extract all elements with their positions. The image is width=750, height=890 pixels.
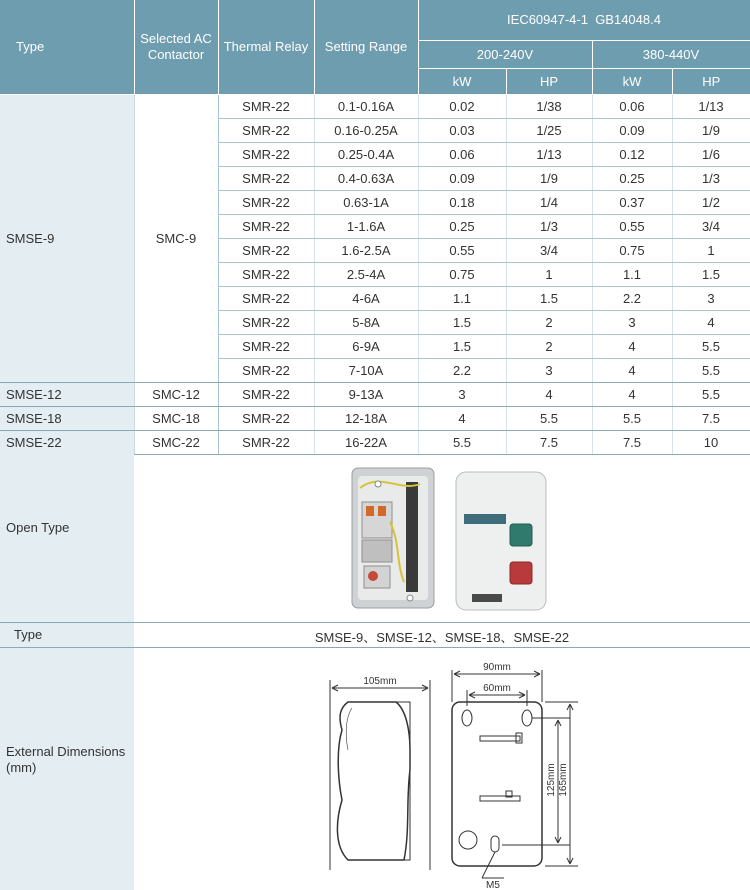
cell-contactor: SMC-22	[134, 430, 218, 454]
cell-kw-low: 3	[418, 382, 506, 406]
cell-hp-high: 1/9	[672, 118, 750, 142]
dimensions-label-line1: External Dimensions	[6, 744, 126, 759]
cell-range: 1-1.6A	[314, 214, 418, 238]
cell-relay: SMR-22	[218, 142, 314, 166]
cell-range: 7-10A	[314, 358, 418, 382]
cell-kw-low: 0.03	[418, 118, 506, 142]
cell-hp-low: 1/4	[506, 190, 592, 214]
cell-kw-low: 1.1	[418, 286, 506, 310]
cell-range: 0.16-0.25A	[314, 118, 418, 142]
cell-range: 16-22A	[314, 430, 418, 454]
table-row	[0, 382, 750, 406]
header-setting-range: Setting Range	[314, 0, 418, 94]
cell-hp-low: 7.5	[506, 430, 592, 454]
closed-enclosure-image	[456, 472, 546, 610]
cell-relay: SMR-22	[218, 166, 314, 190]
dimensions-section	[0, 648, 750, 890]
cell-hp-high: 3	[672, 286, 750, 310]
header-kw-high: kW	[592, 68, 672, 94]
cell-kw-low: 4	[418, 406, 506, 430]
type-row-value: SMSE-9、SMSE-12、SMSE-18、SMSE-22	[314, 630, 570, 645]
cell-kw-high: 4	[592, 358, 672, 382]
cell-relay: SMR-22	[218, 94, 314, 118]
open-type-label-cell	[0, 450, 134, 622]
cell-kw-low: 0.09	[418, 166, 506, 190]
cell-hp-high: 10	[672, 430, 750, 454]
type-row-label: Type	[14, 627, 43, 642]
cell-hp-low: 2	[506, 334, 592, 358]
cell-relay: SMR-22	[218, 214, 314, 238]
height-inner-label: 125mm	[546, 763, 557, 797]
cell-hp-high: 1	[672, 238, 750, 262]
type-row	[0, 623, 750, 648]
cell-kw-low: 1.5	[418, 310, 506, 334]
open-enclosure-image	[352, 468, 434, 608]
dimension-drawing	[320, 650, 580, 890]
cell-kw-low: 0.18	[418, 190, 506, 214]
cell-hp-high: 5.5	[672, 334, 750, 358]
cell-range: 6-9A	[314, 334, 418, 358]
group-contactor-cell: SMC-9	[134, 94, 218, 382]
cell-kw-low: 2.2	[418, 358, 506, 382]
cell-hp-high: 1.5	[672, 262, 750, 286]
width-outer-label: 90mm	[483, 662, 511, 673]
cell-hp-high: 5.5	[672, 358, 750, 382]
cell-hp-high: 1/3	[672, 166, 750, 190]
cell-type: SMSE-12	[0, 382, 134, 406]
cell-kw-low: 0.55	[418, 238, 506, 262]
cell-relay: SMR-22	[218, 382, 314, 406]
cell-kw-high: 0.75	[592, 238, 672, 262]
open-type-section	[0, 450, 750, 623]
cell-range: 4-6A	[314, 286, 418, 310]
cell-relay: SMR-22	[218, 118, 314, 142]
cell-hp-high: 3/4	[672, 214, 750, 238]
cell-hp-low: 3	[506, 358, 592, 382]
screw-label: M5	[486, 880, 500, 890]
cell-range: 1.6-2.5A	[314, 238, 418, 262]
cell-hp-high: 7.5	[672, 406, 750, 430]
cell-hp-high: 1/2	[672, 190, 750, 214]
cell-kw-high: 4	[592, 334, 672, 358]
cell-kw-high: 0.55	[592, 214, 672, 238]
cell-relay: SMR-22	[218, 286, 314, 310]
cell-kw-low: 0.02	[418, 94, 506, 118]
cell-hp-low: 1/25	[506, 118, 592, 142]
cell-range: 2.5-4A	[314, 262, 418, 286]
width-inner-label: 60mm	[483, 683, 511, 694]
cell-kw-low: 0.25	[418, 214, 506, 238]
cell-hp-low: 1/3	[506, 214, 592, 238]
cell-kw-high: 0.37	[592, 190, 672, 214]
header-kw-low: kW	[418, 68, 506, 94]
cell-hp-low: 1.5	[506, 286, 592, 310]
cell-hp-low: 4	[506, 382, 592, 406]
cell-kw-low: 0.06	[418, 142, 506, 166]
cell-kw-high: 2.2	[592, 286, 672, 310]
dimensions-label-line2: (mm)	[6, 760, 37, 775]
cell-relay: SMR-22	[218, 238, 314, 262]
cell-hp-low: 3/4	[506, 238, 592, 262]
cell-relay: SMR-22	[218, 406, 314, 430]
cell-range: 0.4-0.63A	[314, 166, 418, 190]
table-row	[0, 406, 750, 430]
cell-hp-high: 5.5	[672, 382, 750, 406]
header-voltage-low: 200-240V	[418, 40, 592, 68]
cell-hp-low: 5.5	[506, 406, 592, 430]
cell-relay: SMR-22	[218, 262, 314, 286]
header-thermal-relay: Thermal Relay	[218, 0, 314, 94]
cell-range: 5-8A	[314, 310, 418, 334]
table-body	[0, 94, 750, 454]
cell-hp-low: 2	[506, 310, 592, 334]
height-outer-label: 165mm	[558, 763, 569, 797]
depth-label: 105mm	[363, 676, 397, 687]
cell-range: 0.63-1A	[314, 190, 418, 214]
cell-relay: SMR-22	[218, 358, 314, 382]
cell-hp-low: 1	[506, 262, 592, 286]
cell-contactor: SMC-12	[134, 382, 218, 406]
header-voltage-high: 380-440V	[592, 40, 750, 68]
header-type: Type	[0, 0, 134, 94]
cell-range: 0.25-0.4A	[314, 142, 418, 166]
cell-hp-low: 1/13	[506, 142, 592, 166]
header-hp-high: HP	[672, 68, 750, 94]
cell-relay: SMR-22	[218, 190, 314, 214]
header-contactor: Selected AC Contactor	[134, 0, 218, 94]
cell-relay: SMR-22	[218, 334, 314, 358]
cell-range: 0.1-0.16A	[314, 94, 418, 118]
dimensions-label-cell	[0, 648, 134, 890]
header-standard: IEC60947-4-1 GB14048.4	[418, 0, 750, 40]
cell-contactor: SMC-18	[134, 406, 218, 430]
cell-range: 9-13A	[314, 382, 418, 406]
cell-hp-high: 4	[672, 310, 750, 334]
cell-kw-low: 1.5	[418, 334, 506, 358]
cell-type: SMSE-22	[0, 430, 134, 454]
cell-relay: SMR-22	[218, 310, 314, 334]
group-type-cell: SMSE-9	[0, 94, 134, 382]
type-row-label-cell	[0, 623, 134, 647]
cell-kw-high: 5.5	[592, 406, 672, 430]
open-type-label: Open Type	[6, 520, 70, 535]
cell-kw-low: 5.5	[418, 430, 506, 454]
cell-hp-low: 1/38	[506, 94, 592, 118]
cell-kw-high: 0.12	[592, 142, 672, 166]
cell-kw-high: 0.25	[592, 166, 672, 190]
cell-kw-high: 0.09	[592, 118, 672, 142]
cell-range: 12-18A	[314, 406, 418, 430]
cell-hp-high: 1/13	[672, 94, 750, 118]
cell-kw-high: 0.06	[592, 94, 672, 118]
cell-hp-high: 1/6	[672, 142, 750, 166]
cell-hp-low: 1/9	[506, 166, 592, 190]
cell-relay: SMR-22	[218, 430, 314, 454]
side-view	[330, 680, 430, 870]
product-photo	[340, 462, 560, 622]
cell-kw-high: 3	[592, 310, 672, 334]
cell-type: SMSE-18	[0, 406, 134, 430]
cell-kw-high: 1.1	[592, 262, 672, 286]
header-hp-low: HP	[506, 68, 592, 94]
cell-kw-low: 0.75	[418, 262, 506, 286]
cell-kw-high: 4	[592, 382, 672, 406]
cell-kw-high: 7.5	[592, 430, 672, 454]
table-row	[0, 94, 750, 118]
